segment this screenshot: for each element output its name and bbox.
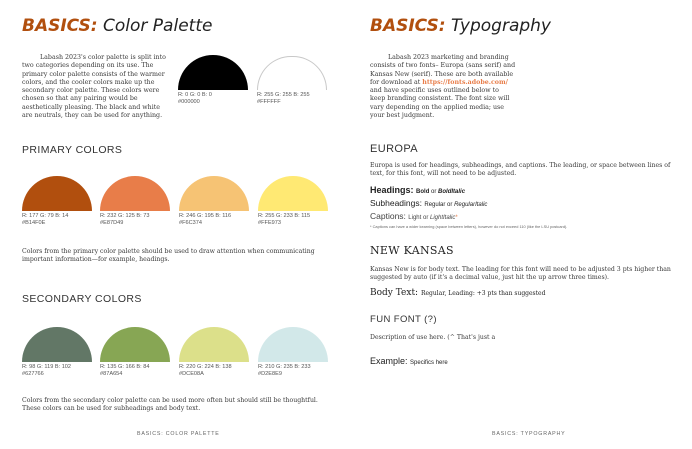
page-title (22, 16, 212, 36)
swatch-hex: #000000 (178, 99, 200, 105)
swatch-primary-2-values (100, 213, 149, 227)
primary-colors-heading: PRIMARY COLORS (22, 144, 123, 156)
swatch-primary-1-values (22, 213, 68, 227)
subheadings-or: or (445, 202, 455, 208)
swatch-hex: #DCE08A (179, 371, 204, 377)
fun-font-description: Description of use here. (^ That's just a (370, 334, 496, 341)
example-desc: Specifics here (410, 360, 448, 366)
swatch-primary-3 (179, 176, 249, 211)
palette-intro-text: Labash 2023's color palette is split into two categories depending on its use. The primary color palette consists of the warmer colors, and the cooler colors make up the secondary color palette. These colors were chosen so that any pairing would be aesthetically pleasing. The black and white are neutrals, they can be used for anything. (22, 54, 166, 120)
swatch-white (257, 56, 327, 90)
swatch-hex: #87A654 (100, 371, 123, 377)
swatch-primary-4 (258, 176, 328, 211)
page-title (370, 16, 551, 36)
title-rest: Color Palette (97, 16, 213, 36)
page-footer: BASICS: TYPOGRAPHY (492, 431, 566, 437)
swatch-hex: #FFE973 (258, 220, 282, 226)
title-rest: Typography (445, 16, 551, 36)
swatch-primary-2 (100, 176, 170, 211)
swatch-primary-4-values (258, 213, 310, 227)
swatch-secondary-2 (100, 327, 170, 362)
kansas-description: Kansas New is for body text. The leading for this font will need to be adjusted 3 pts higher than suggested by auto (if it's a decimal value, just hit the up arrow three times). (370, 266, 671, 282)
typography-intro (370, 54, 516, 120)
swatch-secondary-4-values (258, 364, 311, 378)
swatch-hex: #E87D49 (100, 220, 124, 226)
body-text-label: Body Text: (370, 288, 419, 298)
swatch-white-values (257, 92, 310, 106)
swatch-rgb: R: 210 G: 235 B: 233 (258, 364, 311, 370)
title-accent: BASICS: (370, 16, 446, 36)
headings-or: or (429, 189, 439, 195)
captions-label: Captions: (370, 211, 406, 221)
swatch-hex: #D2E8E9 (258, 371, 282, 377)
swatch-rgb: R: 255 G: 233 B: 115 (258, 213, 311, 219)
typography-intro-a: Labash 2023 marketing and branding consists of two fonts– Europa (sans serif) and Kansas New (serif). These are both available for download at (370, 54, 516, 86)
swatch-hex: #F6C374 (179, 220, 203, 226)
swatch-rgb: R: 177 G: 79 B: 14 (22, 213, 69, 219)
typography-intro-b: and have specific uses outlined below to keep branding consistent. The font size will vary depending on the applied media; use your best judgment. (370, 87, 510, 120)
subheadings-regular: Regular (424, 202, 446, 208)
captions-light: Light (408, 215, 422, 221)
swatch-secondary-1-values (22, 364, 71, 378)
swatch-rgb: R: 135 G: 166 B: 84 (100, 364, 150, 370)
example-spec (370, 356, 448, 366)
captions-or: or (421, 215, 430, 221)
secondary-colors-heading: SECONDARY COLORS (22, 293, 142, 305)
headings-bolditalic: BoldItalic (438, 189, 466, 195)
palette-intro (22, 54, 169, 120)
swatch-rgb: R: 246 G: 195 B: 116 (179, 213, 232, 219)
swatch-black-values (178, 92, 212, 106)
body-text-spec (370, 288, 545, 298)
swatch-hex: #627766 (22, 371, 44, 377)
fun-font-heading: FUN FONT (?) (370, 314, 437, 325)
subheadings-label: Subheadings: (370, 198, 422, 208)
swatch-rgb: R: 220 G: 224 B: 138 (179, 364, 232, 370)
swatch-secondary-1 (22, 327, 92, 362)
swatch-primary-3-values (179, 213, 231, 227)
swatch-rgb: R: 0 G: 0 B: 0 (178, 92, 212, 98)
headings-spec (370, 185, 465, 195)
swatch-rgb: R: 255 G: 255 B: 255 (257, 92, 310, 98)
kansas-heading: NEW KANSAS (370, 244, 454, 257)
example-label: Example: (370, 356, 408, 366)
body-text-desc: Regular, Leading: +3 pts than suggested (420, 290, 546, 297)
adobe-fonts-link[interactable]: https://fonts.adobe.com/ (422, 78, 508, 86)
primary-colors-note: Colors from the primary color palette should be used to draw attention when communicating important information—for example, headings. (22, 248, 315, 264)
swatch-rgb: R: 98 G: 119 B: 102 (22, 364, 72, 370)
swatch-secondary-2-values (100, 364, 149, 378)
typography-page (346, 0, 692, 449)
captions-spec (370, 211, 458, 221)
title-accent: BASICS: (22, 16, 98, 36)
page-footer: BASICS: COLOR PALETTE (137, 431, 220, 437)
captions-asterisk: * (455, 215, 458, 221)
swatch-primary-1 (22, 176, 92, 211)
subheadings-regularitalic: RegularItalic (454, 202, 488, 208)
headings-label: Headings: (370, 185, 414, 195)
captions-lightitalic: LightItalic (429, 215, 456, 221)
swatch-black (178, 55, 248, 90)
subheadings-spec (370, 198, 487, 208)
swatch-secondary-3 (179, 327, 249, 362)
swatch-secondary-4 (258, 327, 328, 362)
secondary-colors-note: Colors from the secondary color palette can be used more often but should still be thoughtful. These colors can be used for subheadings and body text. (22, 397, 318, 413)
swatch-secondary-3-values (179, 364, 232, 378)
swatch-hex: #FFFFFF (257, 99, 281, 105)
headings-bold: Bold (416, 189, 430, 195)
captions-note: * Captions can have a wider kearning (space between letters), however do not exceed 110 (like the LSU postcard). (370, 224, 568, 229)
swatch-hex: #B14F0E (22, 220, 46, 226)
swatch-rgb: R: 232 G: 125 B: 73 (100, 213, 150, 219)
europa-heading: EUROPA (370, 143, 419, 155)
europa-description: Europa is used for headings, subheadings, and captions. The leading, or space between lines of text, for this font, will not need to be adjusted. (370, 162, 671, 178)
